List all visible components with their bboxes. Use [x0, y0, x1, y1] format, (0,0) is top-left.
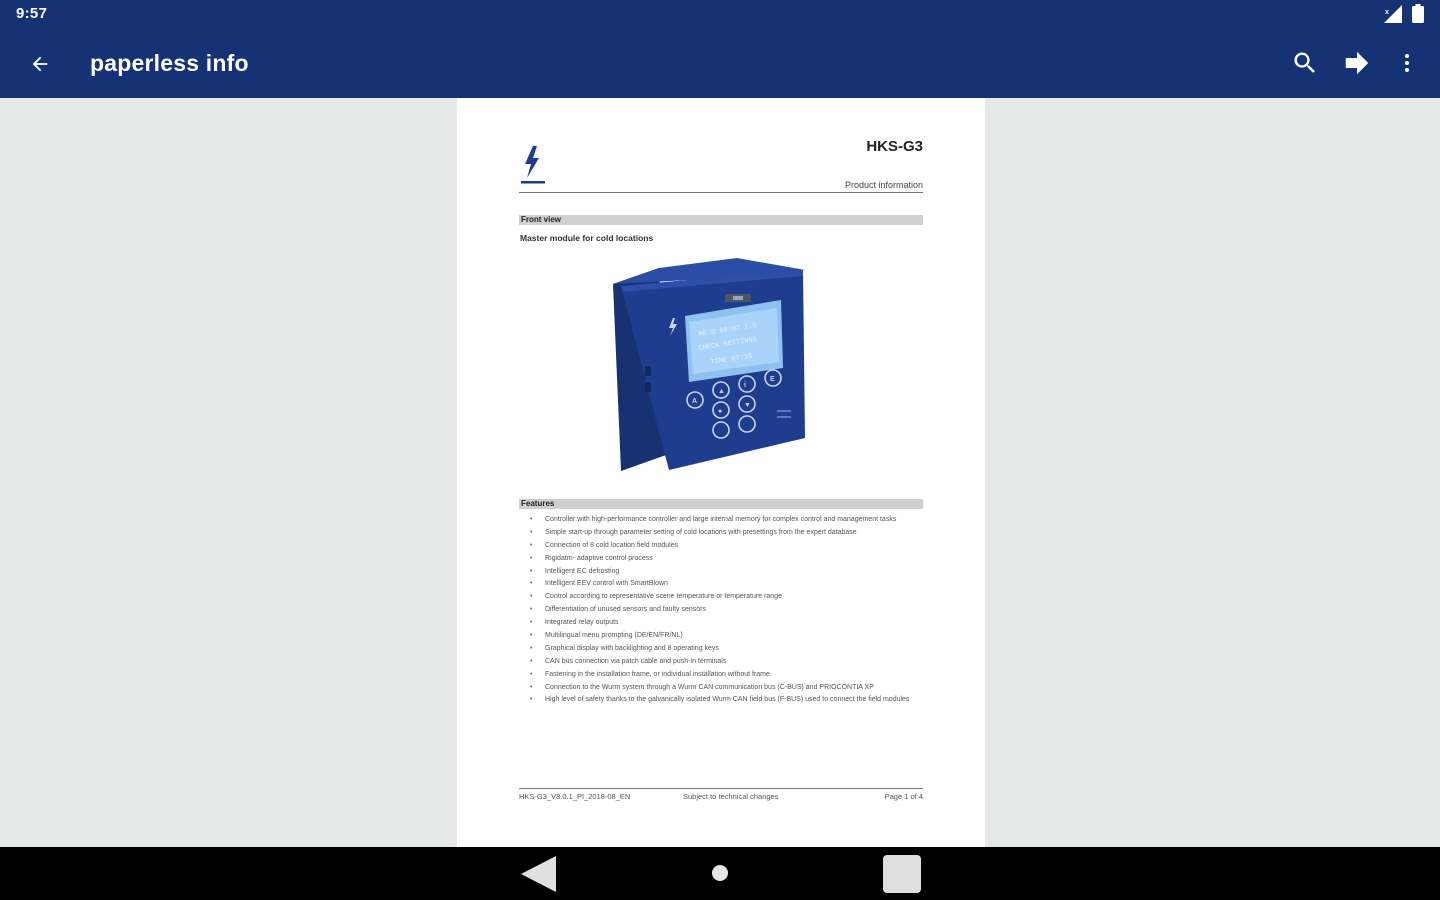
product-code: HKS-G3: [866, 138, 923, 155]
feature-item: • Connection of 8 cold location field modules: [519, 541, 923, 552]
feature-item: • Differentiation of unused sensors and faulty sensors: [519, 605, 923, 616]
feature-item: • Simple start-up through parameter setting of cold locations with presettings from the expert database: [519, 528, 923, 539]
search-button[interactable]: [1286, 44, 1324, 82]
more-vert-icon: [1395, 51, 1419, 75]
nav-home-button[interactable]: [704, 857, 736, 889]
header-divider: [519, 192, 923, 193]
svg-text:E: E: [770, 376, 775, 383]
product-device-image: [607, 256, 817, 474]
header-subtitle: Product information: [844, 180, 923, 190]
back-arrow-icon: [29, 53, 51, 75]
feature-item: • Controller with high-performance controller and large internal memory for complex control and management tasks: [519, 515, 923, 526]
feature-item: • Multilingual menu prompting (DE/EN/FR/NL): [519, 631, 923, 642]
nav-back-icon: [518, 855, 560, 893]
svg-text:x: x: [1385, 8, 1389, 16]
status-icons: [1382, 4, 1424, 23]
feature-item: • Intelligent EEV control with SmartBlown: [519, 579, 923, 590]
product-caption: Master module for cold locations: [520, 233, 654, 243]
status-time: 9:57: [16, 5, 48, 22]
section-features-label: Features: [521, 499, 555, 508]
svg-text:TIME 07:15: TIME 07:15: [710, 352, 753, 367]
document-viewer[interactable]: [0, 98, 1440, 847]
feature-item: • CAN bus connection via patch cable and push-in terminals: [519, 657, 923, 668]
section-front-view-label: Front view: [521, 215, 562, 224]
footer-divider: [519, 788, 923, 789]
svg-text:●: ●: [718, 408, 723, 415]
footer-document-id: HKS-G3_V8.0.1_PI_2018-08_EN: [519, 792, 631, 801]
more-options-button[interactable]: [1388, 44, 1426, 82]
nav-home-icon: [712, 865, 728, 881]
nav-back-button[interactable]: [518, 855, 560, 893]
company-logo: [519, 144, 549, 186]
app-bar: [0, 28, 1440, 98]
features-list: [519, 515, 923, 708]
signal-icon: [1382, 5, 1402, 23]
feature-item: • Fastening in the installation frame, or individual installation without frame: [519, 670, 923, 681]
battery-icon: [1412, 4, 1424, 23]
document-page[interactable]: [457, 98, 985, 847]
svg-text:A: A: [692, 398, 698, 405]
search-icon: [1291, 49, 1319, 77]
svg-text:▲: ▲: [718, 388, 725, 395]
svg-text:CHECK SETTINGS: CHECK SETTINGS: [698, 335, 758, 353]
app-title: paperless info: [90, 50, 249, 76]
svg-text:i: i: [744, 382, 746, 389]
back-button[interactable]: [22, 46, 58, 82]
forward-arrow-icon: [1342, 48, 1372, 78]
nav-recents-icon: [883, 855, 921, 893]
feature-item: • Control according to representative scene temperature or temperature range: [519, 592, 923, 603]
forward-button[interactable]: [1338, 44, 1376, 82]
feature-item: • Graphical display with backlighting and 8 operating keys: [519, 644, 923, 655]
navigation-bar: [0, 847, 1440, 900]
feature-item: • Intelligent EC defrosting: [519, 567, 923, 578]
feature-item: • Rigidatm- adaptive control process: [519, 554, 923, 565]
footer-page-number: Page 1 of 4: [884, 792, 923, 801]
svg-text:ME D 00:07 1.5: ME D 00:07 1.5: [698, 321, 758, 339]
feature-item: • Connection to the Wurm system through a Wurm CAN communication bus (C-BUS) and PRIOCONTIA XP: [519, 683, 923, 694]
footer-notice: Subject to technical changes: [683, 792, 779, 801]
feature-item: • High level of safety thanks to the galvanically isolated Wurm CAN field bus (F-BUS) used to connect the field modules: [519, 695, 923, 706]
section-front-view: [519, 215, 923, 225]
status-bar: [0, 0, 1440, 28]
section-features: [519, 499, 923, 509]
svg-text:▼: ▼: [744, 402, 751, 409]
nav-recents-button[interactable]: [882, 854, 922, 894]
feature-item: • Integrated relay outputs: [519, 618, 923, 629]
